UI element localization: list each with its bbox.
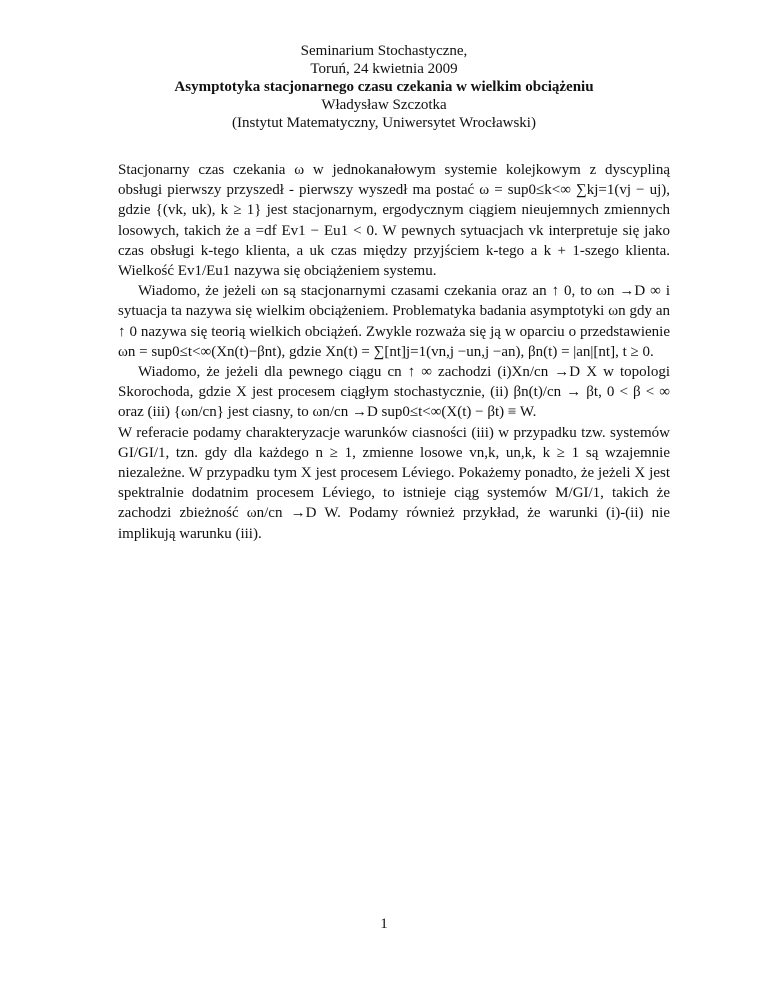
author-affiliation: (Instytut Matematyczny, Uniwersytet Wrocławski) — [232, 115, 536, 131]
document-header — [0, 42, 768, 132]
talk-title: Asymptotyka stacjonarnego czasu czekania w wielkim obciążeniu — [174, 79, 594, 95]
page-number: 1 — [380, 916, 388, 932]
abstract-paragraph-3: Wiadomo, że jeżeli dla pewnego ciągu cn ↑ ∞ zachodzi (i)Xn/cn →D X w topologi Skorochoda, gdzie X jest procesem ciągłym stochastycznie, (ii) βn(t)/cn → βt, 0 < β < ∞ oraz (iii) {ωn/cn} jest ciasny, to ωn/cn →D sup0≤t<∞(X(t) − βt) ≡ W. — [118, 364, 670, 421]
seminar-date: Toruń, 24 kwietnia 2009 — [310, 61, 458, 77]
abstract-paragraph-4: W referacie podamy charakteryzacje warunków ciasności (iii) w przypadku tzw. systemów GI/GI/1, tzn. gdy dla każdego n ≥ 1, zmienne losowe vn,k, un,k, k ≥ 1 są wzajemnie niezależne. W przypadku tym X jest procesem Léviego. Pokażemy ponadto, że jeżeli X jest spektralnie dodatnim procesem Léviego, to istnieje ciąg systemów M/GI/1, takich że zachodzi zbieżność ωn/cn →D W. Podamy również przykład, że warunki (i)-(ii) nie implikują warunku (iii). — [118, 424, 670, 542]
seminar-name: Seminarium Stochastyczne, — [300, 43, 468, 59]
abstract-paragraph-2: Wiadomo, że jeżeli ωn są stacjonarnymi czasami czekania oraz an ↑ 0, to ωn →D ∞ i sytuacja ta nazywa się wielkim obciążeniem. Problematyka badania asymptotyki ωn gdy an ↑ 0 nazywa się teorią wielkich obciążeń. Zwykle rozważa się ją w oparciu o przedstawienie ωn = sup0≤t<∞(Xn(t)−βnt), gdzie Xn(t) = ∑[nt]j=1(vn,j −un,j −an), βn(t) = |an|[nt], t ≥ 0. — [118, 283, 670, 360]
abstract-paragraph-1: Stacjonarny czas czekania ω w jednokanałowym systemie kolejkowym z dyscypliną obsługi pierwszy przyszedł - pierwszy wyszedł ma postać ω = sup0≤k<∞ ∑kj=1(vj − uj), gdzie {(vk, uk), k ≥ 1} jest stacjonarnym, ergodycznym ciągiem nieujemnych zmiennych losowych, takich że a =df Ev1 − Eu1 < 0. W pewnych sytuacjach vk interpretuje się jako czas obsługi k-tego klienta, a uk czas między przyjściem k-tego a k + 1-szego klienta. Wielkość Ev1/Eu1 nazywa się obciążeniem systemu. — [118, 162, 670, 280]
author-name: Władysław Szczotka — [321, 97, 447, 113]
abstract-body — [118, 160, 670, 544]
